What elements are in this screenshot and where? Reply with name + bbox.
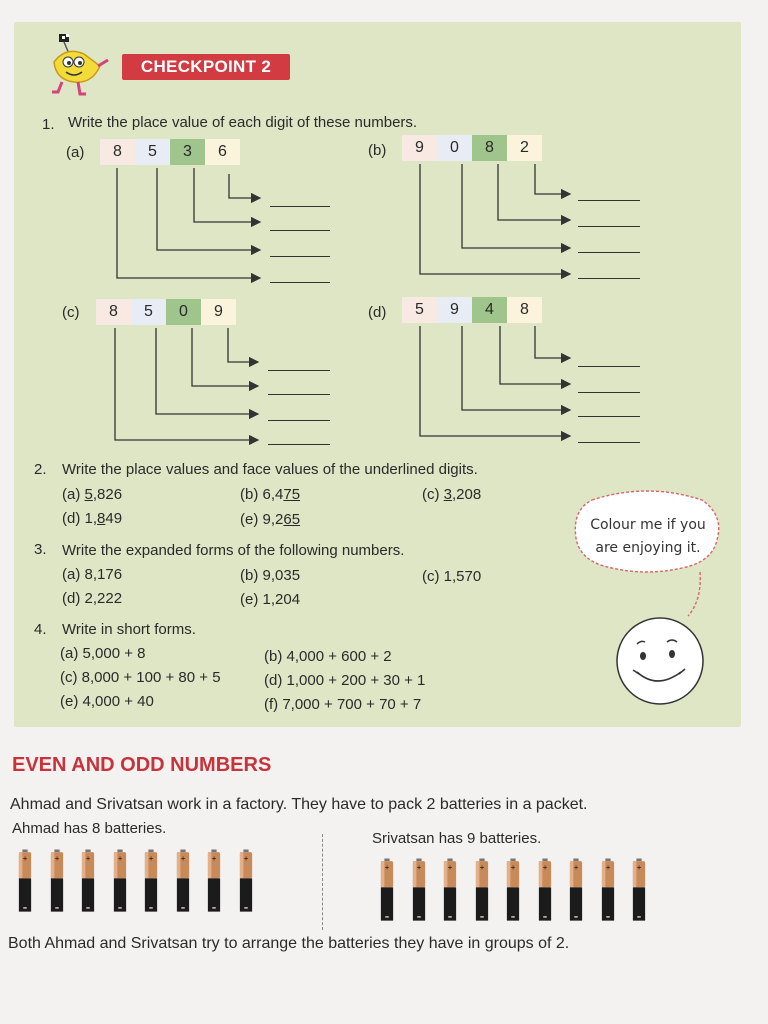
underlined-digit: 8 (97, 510, 106, 527)
q2c (422, 486, 481, 503)
item-label: (c) (422, 486, 444, 503)
digit-box: 0 (437, 135, 472, 161)
q3-text: Write the expanded forms of the following numbers. (62, 542, 405, 559)
battery-icon (380, 855, 394, 925)
q4-item: (e) 4,000 + 40 (60, 693, 154, 710)
item-pre: 9,2 (262, 511, 284, 528)
q1a-label: (a) (66, 144, 85, 161)
svg-text:+: + (22, 853, 28, 863)
answer-blank[interactable] (270, 230, 330, 231)
digit-box: 0 (166, 299, 201, 325)
item-label: (a) (62, 486, 85, 503)
digit-box: 9 (402, 135, 437, 161)
battery-icon (239, 846, 253, 916)
bubble-text (578, 514, 718, 560)
ahmad-batteries (18, 846, 270, 916)
digit-box: 3 (170, 139, 205, 165)
item-post: ,208 (452, 486, 482, 503)
answer-blank[interactable] (578, 252, 640, 253)
q4-item: (f) 7,000 + 700 + 70 + 7 (264, 696, 422, 713)
section-outro: Both Ahmad and Srivatsan try to arrange the batteries they have in groups of 2. (8, 935, 570, 952)
q1c-label: (c) (62, 304, 80, 321)
battery-icon (506, 855, 520, 925)
battery-icon (569, 855, 583, 925)
svg-text:+: + (605, 862, 610, 872)
battery-icon (18, 846, 32, 916)
q2b (240, 486, 300, 503)
battery-icon (207, 846, 221, 916)
bubble-line: Colour me if you (590, 517, 706, 533)
answer-blank[interactable] (578, 278, 640, 279)
digit-box: 2 (507, 135, 542, 161)
answer-blank[interactable] (268, 394, 330, 395)
q3-item: (a) 8,176 (62, 566, 123, 583)
battery-icon (538, 855, 552, 925)
bubble-tail (680, 570, 710, 620)
answer-blank[interactable] (268, 444, 330, 445)
digit-box: 5 (402, 297, 437, 323)
battery-icon (81, 846, 95, 916)
underlined-digit: 65 (283, 511, 301, 528)
q3-item: (c) 1,570 (422, 568, 482, 585)
q2a (62, 486, 122, 503)
digit-box: 9 (201, 299, 236, 325)
underlined-digit: 75 (283, 486, 301, 503)
svg-text:+: + (384, 862, 390, 872)
q4-item: (c) 8,000 + 100 + 80 + 5 (60, 669, 221, 686)
svg-text:+: + (180, 853, 185, 863)
answer-blank[interactable] (578, 226, 640, 227)
q3-item: (b) 9,035 (240, 567, 301, 584)
bubble-line: are enjoying it. (595, 540, 701, 556)
digit-box: 8 (507, 297, 542, 323)
q1b-label: (b) (368, 142, 387, 159)
q2-text: Write the place values and face values of the underlined digits. (62, 461, 478, 478)
svg-text:+: + (447, 862, 453, 872)
answer-blank[interactable] (270, 282, 330, 283)
item-post: 49 (105, 510, 123, 527)
q4-item: (d) 1,000 + 200 + 30 + 1 (264, 672, 426, 689)
svg-text:+: + (416, 862, 421, 872)
q2-number: 2. (34, 461, 47, 478)
q4-number: 4. (34, 621, 47, 638)
underlined-digit: 3 (443, 486, 453, 503)
svg-text:+: + (479, 862, 484, 872)
q3-number: 3. (34, 541, 47, 558)
digit-box: 5 (131, 299, 166, 325)
svg-text:+: + (211, 853, 217, 863)
q1d-label: (d) (368, 304, 387, 321)
item-label: (d) (62, 510, 85, 527)
q3-item: (e) 1,204 (240, 591, 301, 608)
digit-box: 8 (100, 139, 135, 165)
digit-box: 8 (96, 299, 131, 325)
answer-blank[interactable] (268, 420, 330, 421)
battery-icon (475, 855, 489, 925)
srivatsan-batteries (380, 855, 664, 925)
answer-blank[interactable] (578, 392, 640, 393)
q1-text: Write the place value of each digit of these numbers. (68, 114, 418, 131)
battery-icon (632, 855, 646, 925)
checkpoint-title: CHECKPOINT 2 (122, 54, 290, 80)
svg-text:+: + (148, 853, 154, 863)
digit-box: 4 (472, 297, 507, 323)
q3-item: (d) 2,222 (62, 590, 123, 607)
underlined-digit: 5 (84, 486, 93, 503)
q1-number: 1. (42, 116, 55, 133)
answer-blank[interactable] (578, 442, 640, 443)
answer-blank[interactable] (270, 206, 330, 207)
answer-blank[interactable] (578, 200, 640, 201)
ahmad-label: Ahmad has 8 batteries. (12, 820, 167, 837)
answer-blank[interactable] (268, 370, 330, 371)
item-label: (e) (240, 511, 263, 528)
place-value-arrows (0, 0, 768, 480)
svg-text:+: + (117, 853, 122, 863)
svg-text:+: + (573, 862, 579, 872)
svg-text:+: + (243, 853, 248, 863)
item-pre: 1, (84, 510, 98, 527)
svg-text:+: + (636, 862, 642, 872)
item-pre: 6,4 (262, 486, 284, 503)
battery-icon (144, 846, 158, 916)
q4-item: (b) 4,000 + 600 + 2 (264, 648, 392, 665)
battery-icon (412, 855, 426, 925)
digit-box: 9 (437, 297, 472, 323)
battery-icon (601, 855, 615, 925)
q2e (240, 511, 300, 528)
section-intro: Ahmad and Srivatsan work in a factory. They have to pack 2 batteries in a packet. (10, 796, 588, 813)
q4-text: Write in short forms. (62, 621, 196, 638)
svg-text:+: + (85, 853, 91, 863)
item-label: (b) (240, 486, 263, 503)
q2d (62, 510, 122, 527)
battery-icon (176, 846, 190, 916)
svg-text:+: + (54, 853, 59, 863)
answer-blank[interactable] (270, 256, 330, 257)
smiley-face-icon[interactable] (615, 616, 705, 706)
digit-box: 5 (135, 139, 170, 165)
item-post: ,826 (92, 486, 123, 503)
digit-box: 6 (205, 139, 240, 165)
answer-blank[interactable] (578, 416, 640, 417)
section-heading: EVEN AND ODD NUMBERS (12, 754, 272, 776)
svg-text:+: + (542, 862, 547, 872)
svg-text:+: + (510, 862, 516, 872)
battery-icon (50, 846, 64, 916)
digit-box: 8 (472, 135, 507, 161)
answer-blank[interactable] (578, 366, 640, 367)
srivatsan-label: Srivatsan has 9 batteries. (372, 830, 542, 847)
battery-icon (113, 846, 127, 916)
battery-icon (443, 855, 457, 925)
q4-item: (a) 5,000 + 8 (60, 645, 146, 662)
divider (322, 834, 323, 930)
